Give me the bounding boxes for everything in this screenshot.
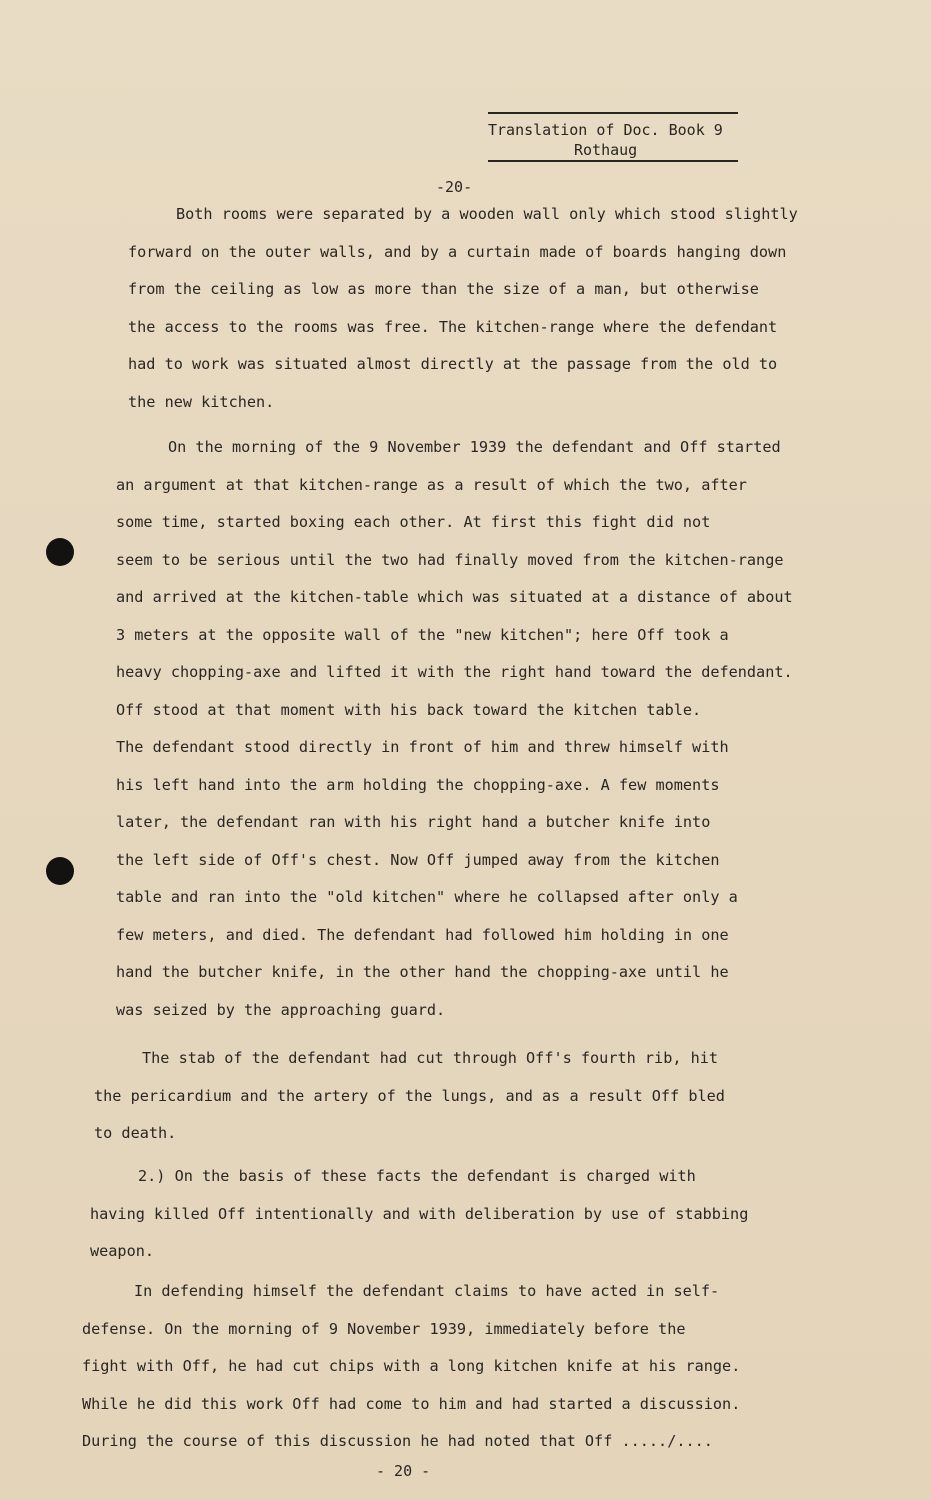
text-line: having killed Off intentionally and with deliberation by use of stabbing (90, 1204, 749, 1223)
text-line: 3 meters at the opposite wall of the "new kitchen"; here Off took a (116, 625, 729, 644)
text-line: On the morning of the 9 November 1939 the defendant and Off started (168, 438, 781, 456)
text-line: During the course of this discussion he had noted that Off ...../.... (82, 1432, 713, 1450)
text-line: 2.) On the basis of these facts the defendant is charged with (138, 1167, 696, 1185)
text-line: The stab of the defendant had cut through Off's fourth rib, hit (142, 1049, 719, 1067)
text-line: the new kitchen. (128, 392, 275, 411)
text-line: and arrived at the kitchen-table which was situated at a distance of about (116, 588, 793, 606)
punch-hole-upper (46, 538, 74, 566)
text-line: heavy chopping-axe and lifted it with the right hand toward the defendant. (116, 663, 793, 681)
text-line: fight with Off, he had cut chips with a long kitchen knife at his range. (82, 1357, 741, 1375)
header-subtitle: Rothaug (574, 141, 638, 159)
paragraph-1 (128, 196, 798, 421)
text-line: table and ran into the "old kitchen" where he collapsed after only a (116, 888, 738, 906)
text-line: defense. On the morning of 9 November 1939, immediately before the (82, 1319, 686, 1338)
header-rule-bottom (488, 160, 738, 162)
page-number-top: -20- (436, 178, 473, 196)
text-line: The defendant stood directly in front of him and threw himself with (116, 738, 729, 756)
text-line: hand the butcher knife, in the other hand the chopping-axe until he (116, 963, 729, 981)
text-line: While he did this work Off had come to him and had started a discussion. (82, 1394, 741, 1413)
punch-hole-lower (46, 857, 74, 885)
paragraph-5 (82, 1273, 740, 1461)
header-title: Translation of Doc. Book 9 (488, 121, 723, 139)
text-line: later, the defendant ran with his right hand a butcher knife into (116, 813, 711, 831)
header-rule-top (488, 112, 738, 114)
text-line: Off stood at that moment with his back toward the kitchen table. (116, 700, 702, 719)
text-line: some time, started boxing each other. At first this fight did not (116, 513, 711, 531)
text-line: seem to be serious until the two had finally moved from the kitchen-range (116, 550, 784, 569)
text-line: Both rooms were separated by a wooden wall only which stood slightly (176, 205, 798, 223)
text-line: from the ceiling as low as more than the size of a man, but otherwise (128, 280, 759, 298)
paragraph-3 (94, 1040, 725, 1153)
text-line: had to work was situated almost directly at the passage from the old to (128, 355, 778, 373)
paragraph-4 (90, 1158, 748, 1271)
text-line: In defending himself the defendant claims to have acted in self- (134, 1282, 720, 1300)
text-line: to death. (94, 1124, 177, 1142)
text-line: few meters, and died. The defendant had followed him holding in one (116, 925, 729, 944)
text-line: weapon. (90, 1242, 155, 1260)
text-line: his left hand into the arm holding the chopping-axe. A few moments (116, 775, 720, 794)
text-line: an argument at that kitchen-range as a result of which the two, after (116, 475, 747, 494)
text-line: was seized by the approaching guard. (116, 1000, 446, 1019)
text-line: forward on the outer walls, and by a curtain made of boards hanging down (128, 242, 787, 261)
paragraph-2 (116, 429, 793, 1029)
text-line: the pericardium and the artery of the lungs, and as a result Off bled (94, 1086, 725, 1105)
document-header (488, 112, 742, 162)
text-line: the left side of Off's chest. Now Off jumped away from the kitchen (116, 850, 720, 869)
page-number-bottom: - 20 - (376, 1462, 431, 1480)
text-line: the access to the rooms was free. The kitchen-range where the defendant (128, 317, 778, 336)
